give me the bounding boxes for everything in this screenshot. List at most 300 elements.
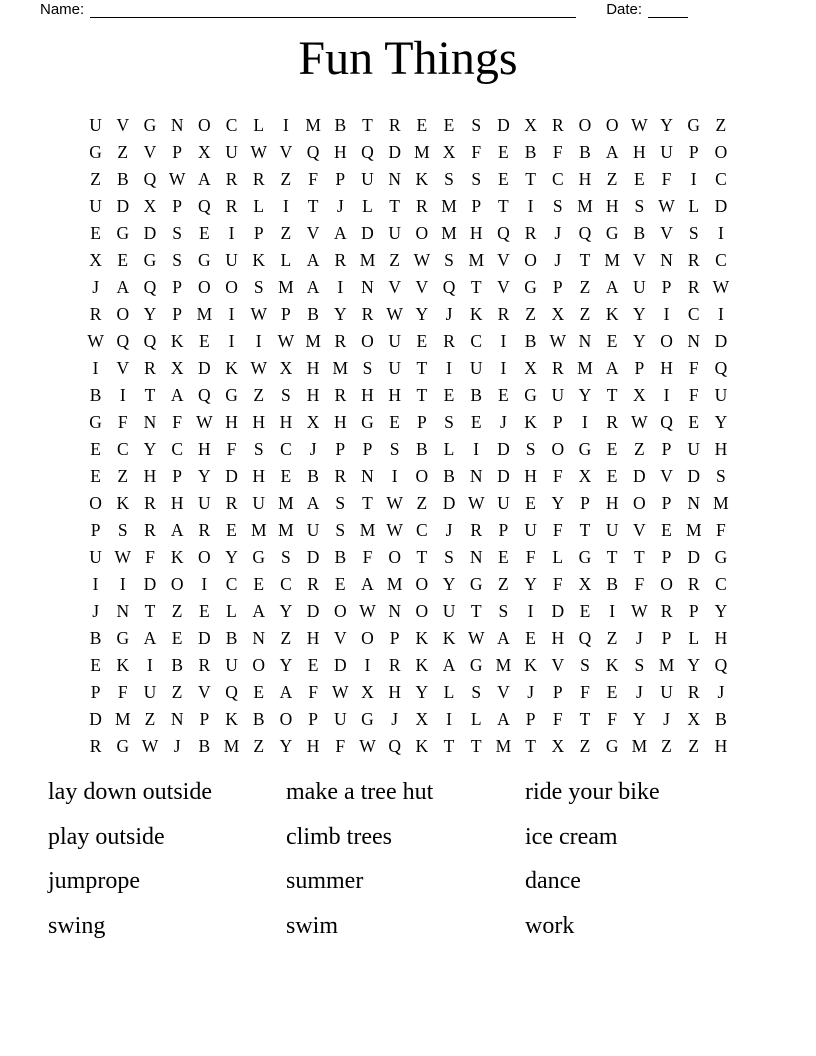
grid-letter: I [255, 331, 262, 351]
grid-letter: E [253, 574, 265, 594]
grid-letter: S [281, 385, 291, 405]
grid-letter: J [554, 250, 562, 270]
grid-letter: Z [606, 628, 618, 648]
grid-letter: J [391, 709, 399, 729]
grid-letter: D [388, 142, 401, 162]
grid-letter: D [687, 547, 701, 567]
grid-letter: C [416, 520, 428, 540]
grid-letter: E [498, 142, 509, 162]
grid-letter: T [144, 601, 156, 621]
grid-letter: A [170, 385, 184, 405]
grid-letter: W [631, 412, 648, 432]
grid-letter: Y [143, 439, 157, 459]
grid-letter: E [443, 385, 455, 405]
grid-letter: W [141, 736, 159, 756]
grid-letter: A [252, 601, 266, 621]
word-list [48, 778, 715, 956]
word-search-grid [82, 112, 735, 760]
grid-letter: E [498, 169, 509, 189]
word-list-column [48, 778, 286, 956]
grid-letter: B [416, 439, 428, 459]
name-blank-line [90, 3, 576, 18]
grid-letter: J [554, 223, 562, 243]
grid-letter: D [143, 223, 157, 243]
grid-letter: Y [442, 574, 456, 594]
grid-letter: D [89, 709, 102, 729]
grid-letter: I [364, 655, 371, 675]
grid-letter: P [525, 709, 536, 729]
grid-letter: I [473, 439, 480, 459]
grid-letter: D [116, 196, 130, 216]
grid-letter: N [170, 709, 184, 729]
grid-letter: M [305, 331, 321, 351]
grid-letter: Y [225, 547, 238, 567]
grid-letter: F [552, 709, 563, 729]
grid-letter: E [470, 412, 482, 432]
grid-letter: V [497, 250, 510, 270]
grid-letter: T [307, 196, 319, 216]
grid-letter: R [334, 250, 347, 270]
grid-letter: S [688, 223, 699, 243]
grid-letter: X [198, 142, 211, 162]
grid-letter: P [580, 493, 590, 513]
grid-letter: N [361, 466, 374, 486]
grid-letter: T [362, 115, 373, 135]
grid-letter: Y [198, 466, 211, 486]
grid-letter: S [634, 655, 645, 675]
grid-letter: R [225, 196, 238, 216]
grid-letter: Y [578, 385, 592, 405]
grid-letter: W [467, 628, 485, 648]
grid-letter: H [333, 142, 347, 162]
grid-letter: R [334, 331, 347, 351]
grid-letter: G [225, 385, 238, 405]
grid-letter: O [116, 304, 130, 324]
word-list-column [286, 778, 525, 956]
grid-letter: Q [578, 628, 592, 648]
grid-letter: I [717, 304, 724, 324]
grid-letter: F [525, 547, 536, 567]
grid-letter: N [660, 250, 673, 270]
word-list-item: summer [286, 868, 364, 894]
grid-letter: W [359, 736, 376, 756]
word-list-item: dance [525, 868, 581, 894]
grid-letter: X [578, 466, 592, 486]
grid-letter: W [467, 493, 485, 513]
grid-letter: D [551, 601, 565, 621]
grid-letter: T [606, 547, 618, 567]
grid-letter: Q [225, 682, 238, 702]
grid-letter: S [335, 493, 346, 513]
grid-letter: F [308, 169, 318, 189]
grid-letter: L [362, 196, 373, 216]
grid-letter: H [143, 466, 157, 486]
grid-letter: R [497, 304, 510, 324]
grid-letter: B [524, 331, 537, 351]
grid-letter: B [89, 385, 102, 405]
grid-letter: I [500, 358, 507, 378]
grid-letter: O [660, 331, 673, 351]
grid-letter: Z [715, 115, 727, 135]
grid-letter: I [228, 223, 235, 243]
word-list-column [525, 778, 715, 956]
grid-letter: Z [171, 601, 183, 621]
grid-letter: M [250, 520, 267, 540]
grid-letter: Z [661, 736, 672, 756]
grid-letter: B [89, 628, 102, 648]
grid-letter: Y [633, 331, 646, 351]
grid-letter: G [143, 115, 157, 135]
grid-letter: O [198, 277, 211, 297]
grid-letter: K [605, 304, 619, 324]
grid-letter: Z [90, 169, 101, 189]
grid-letter: R [144, 358, 156, 378]
grid-letter: J [663, 709, 670, 729]
grid-letter: W [277, 331, 295, 351]
grid-letter: K [415, 655, 429, 675]
grid-letter: C [116, 439, 129, 459]
grid-letter: G [116, 736, 130, 756]
grid-letter: B [606, 574, 618, 594]
grid-letter: R [660, 601, 673, 621]
word-list-item: lay down outside [48, 779, 212, 805]
grid-letter: P [389, 628, 400, 648]
grid-letter: E [334, 574, 346, 594]
grid-letter: S [172, 250, 183, 270]
grid-letter: E [525, 493, 536, 513]
grid-letter: R [361, 304, 374, 324]
grid-letter: S [444, 169, 454, 189]
grid-letter: E [661, 520, 672, 540]
grid-letter: X [415, 709, 429, 729]
grid-letter: Y [687, 655, 701, 675]
date-blank-line [648, 3, 688, 18]
grid-letter: S [634, 196, 645, 216]
grid-letter: U [143, 682, 157, 702]
grid-letter: X [143, 196, 157, 216]
grid-letter: P [552, 277, 563, 297]
grid-letter: I [201, 574, 208, 594]
grid-letter: T [579, 520, 591, 540]
grid-letter: W [359, 601, 376, 621]
grid-letter: I [717, 223, 724, 243]
grid-letter: F [362, 547, 373, 567]
grid-letter: S [498, 601, 509, 621]
grid-letter: T [579, 250, 591, 270]
grid-letter: G [361, 412, 374, 432]
grid-letter: W [250, 142, 267, 162]
grid-letter: X [89, 250, 102, 270]
grid-letter: P [172, 196, 183, 216]
grid-letter: I [337, 277, 344, 297]
grid-letter: C [715, 574, 727, 594]
grid-letter: O [660, 574, 673, 594]
grid-letter: O [605, 115, 619, 135]
grid-letter: O [89, 493, 102, 513]
grid-letter: I [391, 466, 398, 486]
grid-letter: H [469, 223, 483, 243]
grid-letter: I [663, 385, 670, 405]
grid-letter: R [687, 682, 700, 702]
grid-letter: Q [198, 385, 211, 405]
grid-letter: H [633, 142, 646, 162]
grid-letter: Y [279, 655, 293, 675]
grid-letter: S [335, 520, 346, 540]
grid-letter: L [280, 250, 292, 270]
grid-letter: M [278, 520, 294, 540]
grid-letter: P [661, 547, 672, 567]
grid-letter: H [714, 736, 728, 756]
grid-letter: F [688, 358, 699, 378]
grid-letter: K [225, 358, 238, 378]
grid-letter: K [524, 655, 537, 675]
word-list-item: swim [286, 912, 339, 939]
grid-letter: R [89, 304, 102, 324]
grid-letter: M [305, 115, 321, 135]
grid-letter: Q [143, 277, 157, 297]
grid-letter: L [443, 439, 455, 459]
grid-letter: M [658, 655, 675, 675]
grid-letter: X [361, 682, 374, 702]
grid-letter: Z [253, 736, 265, 756]
grid-letter: E [198, 601, 210, 621]
grid-letter: Y [415, 682, 429, 702]
grid-letter: N [469, 466, 483, 486]
grid-letter: M [386, 574, 403, 594]
grid-letter: Z [498, 574, 509, 594]
grid-letter: R [687, 250, 700, 270]
grid-letter: E [90, 466, 101, 486]
grid-letter: Z [253, 385, 265, 405]
grid-letter: P [634, 358, 645, 378]
grid-letter: N [116, 601, 130, 621]
grid-letter: B [116, 169, 129, 189]
grid-letter: U [361, 169, 374, 189]
grid-letter: H [279, 412, 293, 432]
grid-letter: T [470, 277, 482, 297]
date-label: Date: [606, 1, 643, 18]
grid-letter: P [172, 466, 183, 486]
grid-letter: V [633, 520, 646, 540]
word-list-item: ice cream [525, 823, 618, 850]
grid-letter: W [712, 277, 730, 297]
grid-letter: H [333, 412, 347, 432]
grid-letter: O [415, 223, 429, 243]
grid-letter: P [552, 682, 563, 702]
grid-letter: F [226, 439, 237, 459]
grid-letter: D [225, 466, 238, 486]
grid-letter: P [335, 439, 346, 459]
grid-letter: G [116, 628, 130, 648]
grid-letter: O [415, 574, 429, 594]
grid-letter: A [442, 655, 456, 675]
grid-letter: F [634, 574, 645, 594]
grid-letter: W [631, 601, 648, 621]
grid-letter: R [416, 196, 428, 216]
grid-letter: M [495, 655, 512, 675]
grid-letter: T [470, 736, 482, 756]
grid-letter: V [198, 682, 211, 702]
grid-letter: N [143, 412, 157, 432]
grid-letter: Q [442, 277, 456, 297]
grid-letter: B [334, 115, 347, 135]
grid-letter: Q [198, 196, 211, 216]
grid-letter: D [198, 358, 211, 378]
grid-letter: T [498, 196, 509, 216]
grid-letter: U [388, 223, 401, 243]
grid-letter: P [362, 439, 373, 459]
grid-letter: J [309, 439, 317, 459]
grid-letter: H [170, 493, 184, 513]
grid-letter: D [143, 574, 157, 594]
grid-letter: E [416, 331, 428, 351]
grid-letter: D [714, 331, 728, 351]
grid-letter: W [168, 169, 186, 189]
grid-letter: S [471, 682, 482, 702]
grid-letter: M [196, 304, 213, 324]
grid-letter: K [605, 655, 619, 675]
grid-letter: M [278, 277, 294, 297]
grid-letter: M [604, 250, 620, 270]
grid-letter: D [361, 223, 374, 243]
grid-letter: J [717, 682, 725, 702]
grid-letter: T [443, 736, 455, 756]
grid-letter: G [116, 223, 130, 243]
grid-letter: O [198, 115, 211, 135]
grid-letter: R [606, 412, 618, 432]
grid-letter: F [117, 412, 128, 432]
grid-letter: Z [525, 304, 536, 324]
grid-letter: E [633, 169, 645, 189]
grid-letter: I [500, 331, 507, 351]
grid-letter: K [524, 412, 537, 432]
grid-letter: J [445, 520, 453, 540]
grid-letter: V [279, 142, 293, 162]
grid-letter: I [92, 574, 99, 594]
grid-letter: R [198, 655, 211, 675]
grid-letter: N [252, 628, 266, 648]
grid-letter: N [469, 547, 483, 567]
grid-letter: J [336, 196, 344, 216]
grid-letter: U [225, 142, 238, 162]
grid-letter: L [470, 709, 482, 729]
grid-letter: J [173, 736, 181, 756]
grid-letter: D [306, 547, 320, 567]
grid-letter: W [386, 520, 403, 540]
grid-letter: U [497, 493, 510, 513]
word-list-item: swing [48, 912, 106, 939]
grid-letter: T [470, 601, 482, 621]
grid-letter: P [172, 277, 183, 297]
grid-letter: U [660, 142, 673, 162]
grid-letter: F [552, 574, 563, 594]
grid-letter: F [308, 682, 318, 702]
grid-letter: F [688, 385, 699, 405]
grid-letter: H [306, 628, 320, 648]
grid-letter: E [606, 466, 618, 486]
grid-letter: V [497, 682, 510, 702]
grid-letter: C [171, 439, 183, 459]
grid-letter: R [524, 223, 537, 243]
grid-letter: F [552, 520, 563, 540]
grid-letter: G [469, 655, 483, 675]
grid-letter: U [714, 385, 728, 405]
grid-letter: Q [714, 358, 728, 378]
grid-letter: X [633, 385, 646, 405]
grid-letter: P [416, 412, 427, 432]
grid-letter: G [524, 277, 537, 297]
grid-letter: I [663, 304, 670, 324]
grid-letter: R [144, 520, 156, 540]
grid-letter: I [228, 304, 235, 324]
grid-letter: R [687, 574, 700, 594]
grid-letter: P [661, 628, 672, 648]
grid-letter: L [253, 115, 265, 135]
grid-letter: I [282, 196, 289, 216]
grid-letter: M [631, 736, 648, 756]
grid-letter: K [170, 331, 184, 351]
grid-letter: U [333, 709, 347, 729]
grid-letter: M [685, 520, 702, 540]
grid-letter: E [90, 655, 101, 675]
grid-letter: I [446, 709, 452, 729]
grid-letter: F [580, 682, 590, 702]
grid-letter: W [250, 358, 267, 378]
grid-letter: K [415, 736, 429, 756]
grid-letter: P [498, 520, 509, 540]
grid-letter: V [333, 628, 347, 648]
grid-letter: Q [578, 223, 592, 243]
grid-letter: S [444, 547, 454, 567]
grid-letter: M [713, 493, 729, 513]
grid-letter: E [198, 331, 210, 351]
grid-letter: Q [660, 412, 673, 432]
grid-letter: I [119, 574, 126, 594]
grid-letter: R [334, 385, 347, 405]
grid-letter: H [714, 628, 728, 648]
grid-letter: G [361, 709, 374, 729]
grid-letter: V [306, 223, 320, 243]
grid-letter: F [552, 142, 563, 162]
grid-letter: P [172, 142, 183, 162]
word-list-item: make a tree hut [286, 779, 434, 805]
grid-letter: O [551, 439, 565, 459]
grid-letter: J [445, 304, 453, 324]
grid-letter: I [119, 385, 126, 405]
grid-letter: U [306, 520, 320, 540]
grid-letter: R [687, 277, 700, 297]
grid-letter: L [688, 196, 700, 216]
grid-letter: J [635, 682, 643, 702]
grid-letter: F [716, 520, 726, 540]
grid-letter: H [252, 466, 266, 486]
grid-letter: R [198, 520, 211, 540]
grid-letter: N [388, 601, 401, 621]
grid-letter: M [468, 250, 484, 270]
grid-letter: C [225, 115, 238, 135]
grid-letter: S [444, 412, 454, 432]
grid-letter: Z [579, 304, 591, 324]
grid-letter: E [90, 439, 101, 459]
grid-letter: U [252, 493, 266, 513]
grid-letter: A [143, 628, 157, 648]
grid-letter: N [170, 115, 184, 135]
grid-letter: R [89, 736, 102, 756]
grid-letter: U [89, 196, 102, 216]
grid-letter: M [495, 736, 512, 756]
grid-letter: A [605, 358, 619, 378]
grid-letter: U [442, 601, 456, 621]
